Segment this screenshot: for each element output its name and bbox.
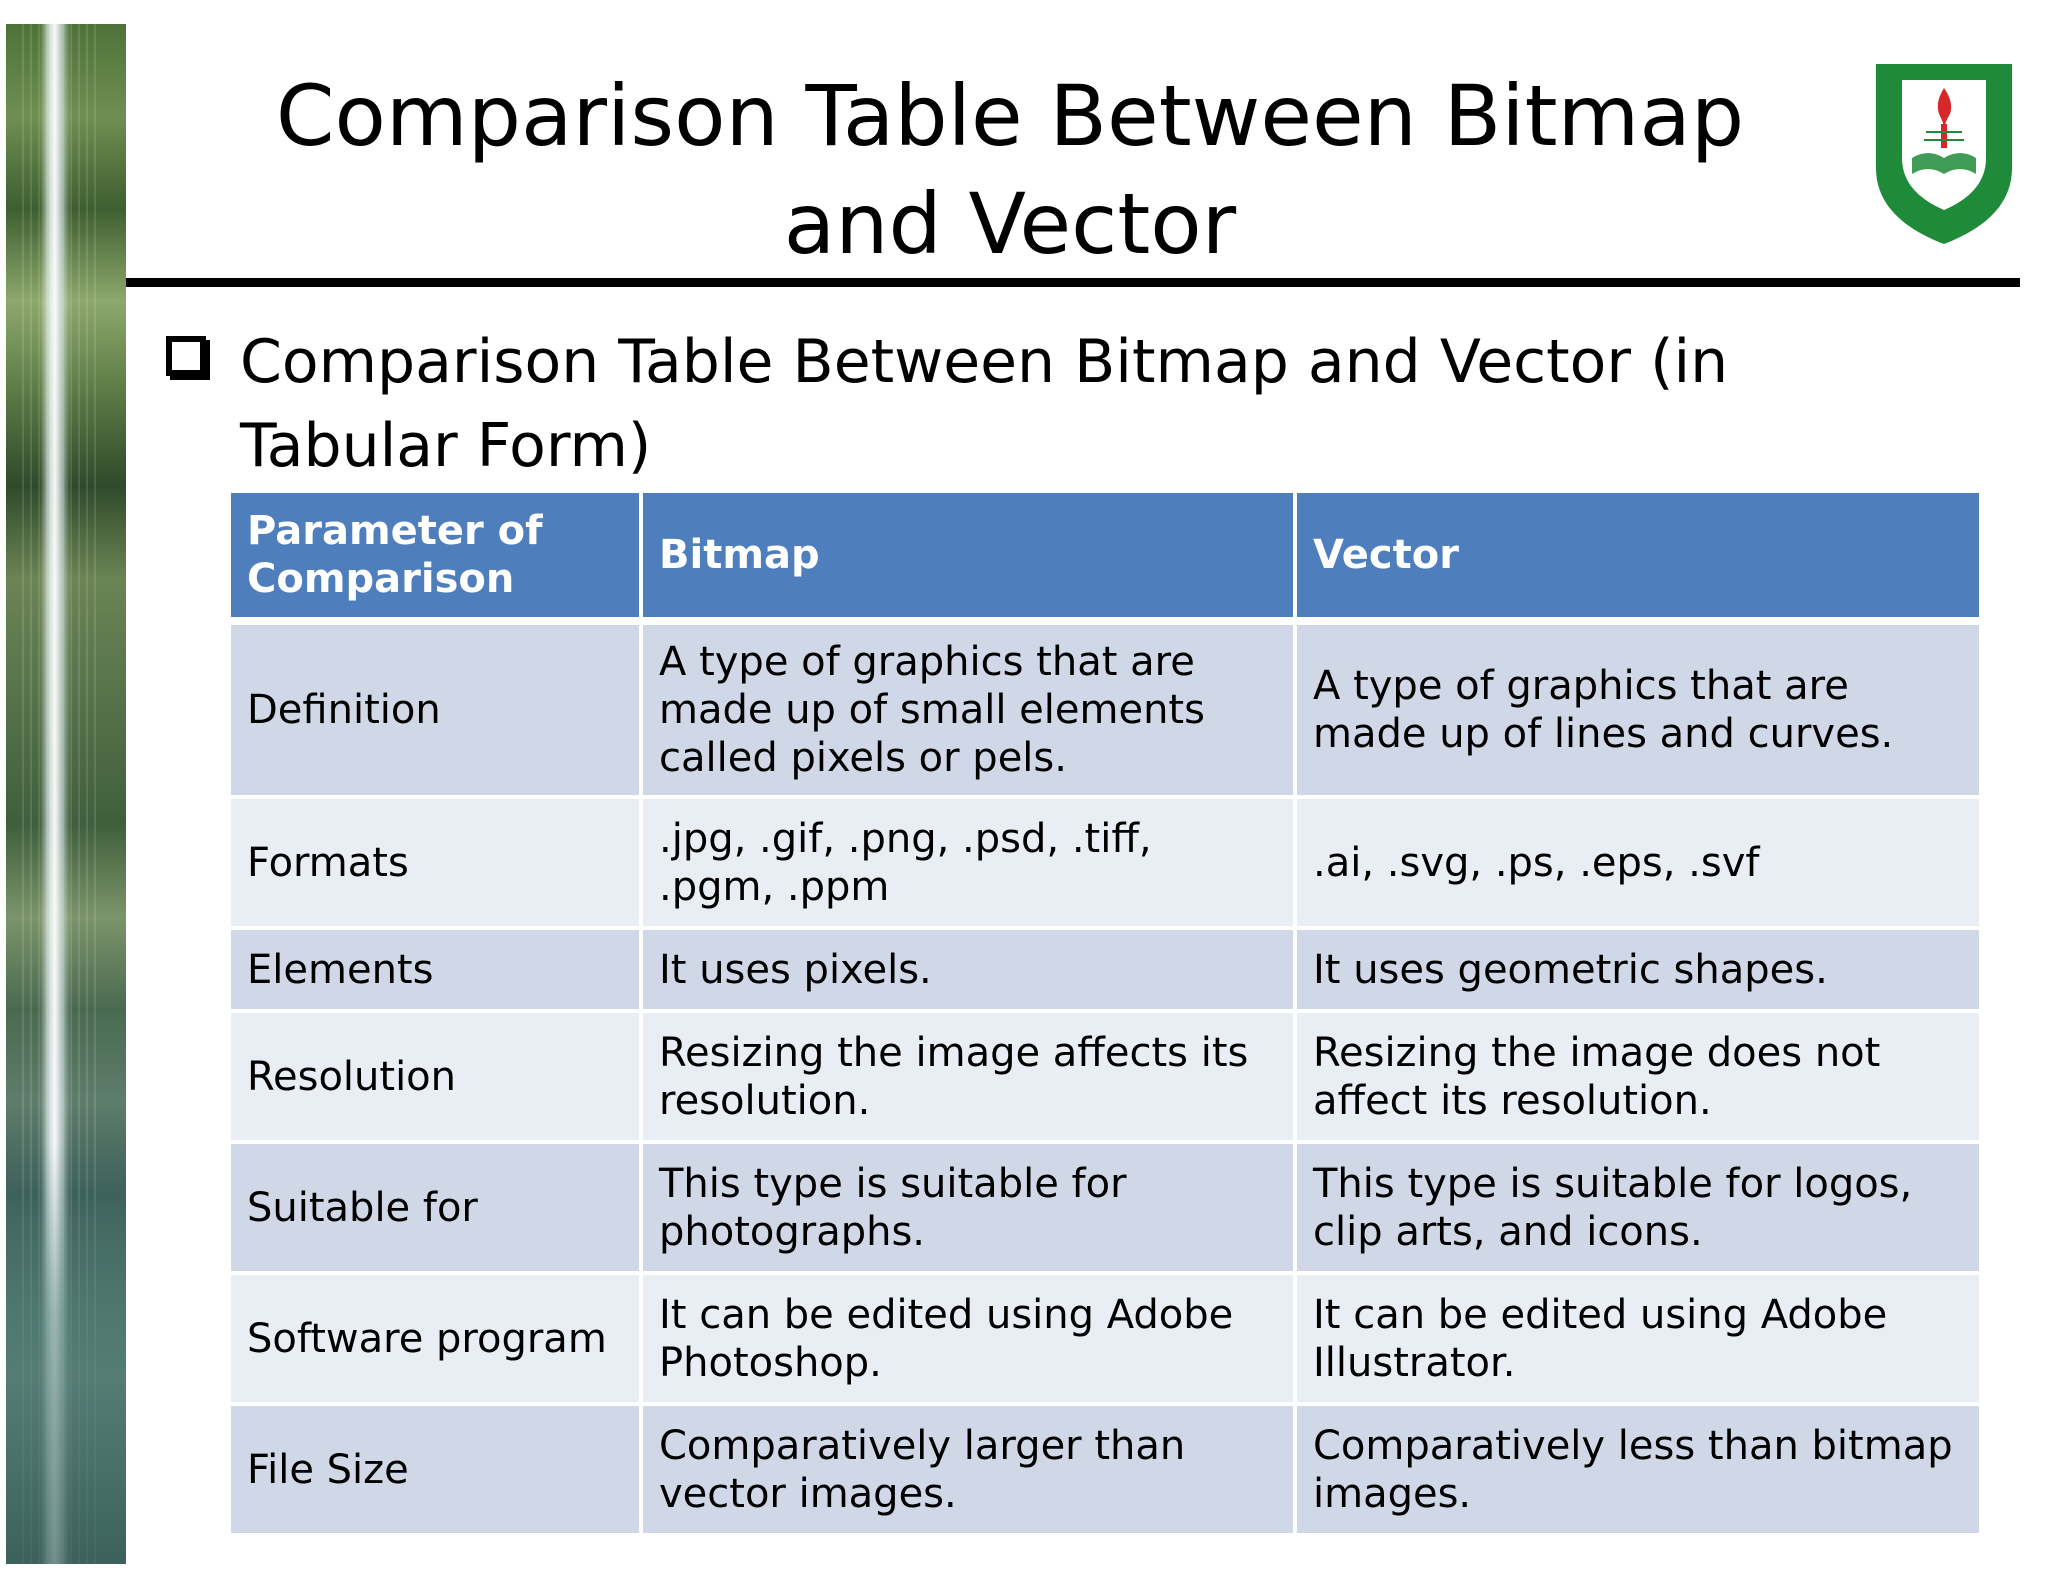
table-row: [229, 797, 1981, 928]
vector-cell: It can be edited using Adobe Illustrator.: [1295, 1273, 1981, 1404]
table-row: [229, 1404, 1981, 1535]
table-row: [229, 1142, 1981, 1273]
university-crest-logo: [1868, 58, 2020, 248]
bitmap-cell: Comparatively larger than vector images.: [641, 1404, 1295, 1535]
table-row: [229, 1011, 1981, 1142]
title-divider: [126, 278, 2020, 287]
header-parameter: Parameter of Comparison: [229, 491, 641, 621]
parameter-cell: Elements: [229, 928, 641, 1011]
table-header-row: [229, 491, 1981, 621]
bitmap-cell: Resizing the image affects its resolution.: [641, 1011, 1295, 1142]
parameter-cell: Formats: [229, 797, 641, 928]
parameter-cell: Resolution: [229, 1011, 641, 1142]
vector-cell: This type is suitable for logos, clip arts, and icons.: [1295, 1142, 1981, 1273]
vector-cell: .ai, .svg, .ps, .eps, .svf: [1295, 797, 1981, 928]
table-row: [229, 621, 1981, 797]
parameter-cell: Suitable for: [229, 1142, 641, 1273]
bitmap-cell: A type of graphics that are made up of small elements called pixels or pels.: [641, 621, 1295, 797]
header-bitmap: Bitmap: [641, 491, 1295, 621]
bitmap-cell: It uses pixels.: [641, 928, 1295, 1011]
parameter-cell: File Size: [229, 1404, 641, 1535]
vector-cell: It uses geometric shapes.: [1295, 928, 1981, 1011]
header-vector: Vector: [1295, 491, 1981, 621]
vector-cell: Resizing the image does not affect its resolution.: [1295, 1011, 1981, 1142]
checkbox-bullet-icon: [166, 336, 206, 376]
waterfall-side-image: [6, 24, 126, 1564]
vector-cell: A type of graphics that are made up of lines and curves.: [1295, 621, 1981, 797]
bitmap-cell: This type is suitable for photographs.: [641, 1142, 1295, 1273]
slide-title: Comparison Table Between Bitmap and Vector: [275, 67, 1745, 273]
comparison-table: [227, 489, 1983, 1537]
table-row: [229, 1273, 1981, 1404]
bullet-text: Comparison Table Between Bitmap and Vector (in Tabular Form): [240, 327, 1729, 481]
bitmap-cell: .jpg, .gif, .png, .psd, .tiff, .pgm, .ppm: [641, 797, 1295, 928]
parameter-cell: Software program: [229, 1273, 641, 1404]
vector-cell: Comparatively less than bitmap images.: [1295, 1404, 1981, 1535]
parameter-cell: Definition: [229, 621, 641, 797]
table-row: [229, 928, 1981, 1011]
bitmap-cell: It can be edited using Adobe Photoshop.: [641, 1273, 1295, 1404]
